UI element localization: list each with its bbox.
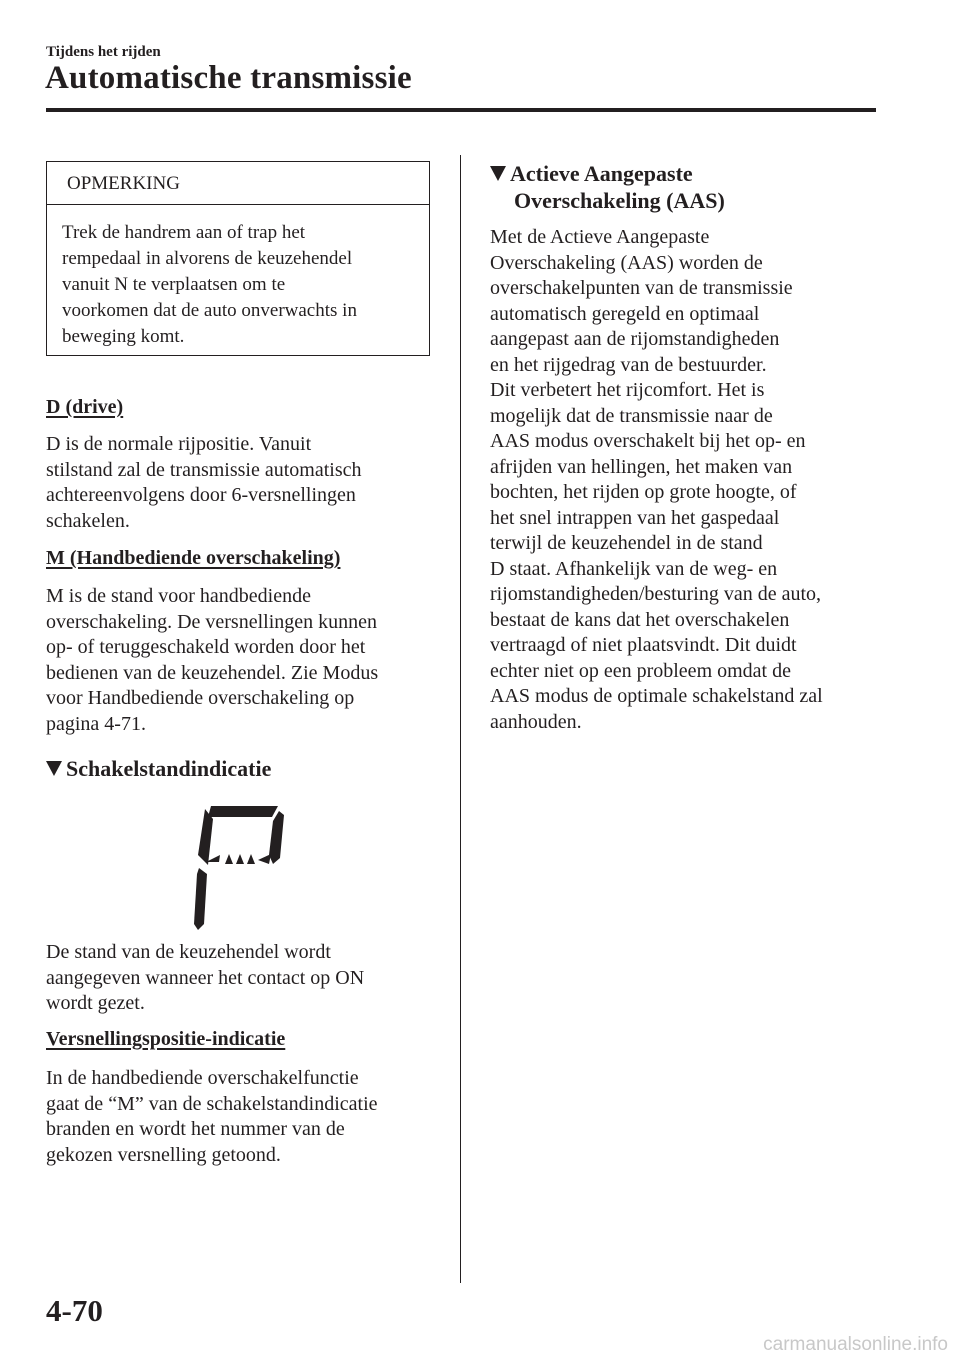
text-line: AAS modus de optimale schakelstand zal [490,685,823,707]
header-rule [46,108,876,112]
text-line: automatisch geregeld en optimaal [490,302,760,325]
note-text [62,220,422,350]
text-line: Met de Actieve Aangepaste [490,226,710,248]
aas-heading-line: Overschakeling (AAS) [514,188,725,213]
gear-position-display-icon [192,802,288,934]
text-line: M is de stand voor handbediende [46,585,311,607]
text-line: voor Handbediende overschakeling op [46,687,355,709]
text-line: rijomstandigheden/besturing van de auto, [490,583,822,605]
text-line: bedienen van de keuzehendel. Zie Modus [46,661,379,684]
section-label: Tijdens het rijden [46,44,161,60]
text-line: overschakelpunten van de transmissie [490,277,793,299]
text-line: bochten, het rijden op grote hoogte, of [490,481,797,503]
text-line: aangepast aan de rijomstandigheden [490,328,780,350]
drive-paragraph [46,432,446,534]
text-line: stilstand zal de transmissie automatisch [46,458,362,481]
text-line: mogelijk dat de transmissie naar de [490,404,773,427]
note-line: beweging komt. [62,326,185,347]
column-divider [460,155,461,1283]
text-line: overschakeling. De versnellingen kunnen [46,610,378,633]
text-line: Overschakeling (AAS) worden de [490,251,763,274]
text-line: gekozen versnelling getoond. [46,1143,281,1166]
text-line: vertraagd of niet plaatsvindt. Dit duidt [490,634,797,656]
note-line: voorkomen dat de auto onverwachts in [62,300,357,321]
text-line: In de handbediende overschakelfunctie [46,1067,359,1089]
text-line: bestaat de kans dat het overschakelen [490,608,790,631]
text-line: terwijl de keuzehendel in de stand [490,532,763,554]
text-line: D is de normale rijpositie. Vanuit [46,433,312,455]
indicator-paragraph [46,940,446,1017]
text-line: pagina 4-71. [46,712,146,735]
gear-indicator-heading: Versnellingspositie-indicatie [46,1028,286,1050]
manual-heading: M (Handbediende overschakeling) [46,547,341,569]
gear-indicator-paragraph [46,1066,446,1168]
text-line: aangegeven wanneer het contact op ON [46,966,365,989]
text-line: en het rijgedrag van de bestuurder. [490,353,767,376]
text-line: D staat. Afhankelijk van de weg- en [490,557,778,580]
note-box [46,161,430,356]
chapter-title: Automatische transmissie [45,60,412,96]
aas-heading-line: Actieve Aangepaste [490,160,725,187]
text-line: afrijden van hellingen, het maken van [490,455,793,478]
text-line: aanhouden. [490,710,582,733]
page-number: 4-70 [46,1293,103,1328]
text-line: branden en wordt het nummer van de [46,1118,345,1140]
drive-heading: D (drive) [46,396,124,418]
text-line: schakelen. [46,509,130,532]
watermark[interactable]: carmanualsonline.info [763,1334,948,1355]
note-divider [47,204,429,205]
text-line: achtereenvolgens door 6-versnellingen [46,484,356,506]
text-line: op- of teruggeschakeld worden door het [46,636,366,658]
text-line: wordt gezet. [46,992,145,1014]
text-line: AAS modus overschakelt bij het op- en [490,430,806,452]
text-line: De stand van de keuzehendel wordt [46,941,331,963]
note-line: rempedaal in alvorens de keuzehendel [62,248,353,269]
indicator-heading [46,755,271,782]
note-line: Trek de handrem aan of trap het [62,222,306,243]
aas-paragraph [490,225,890,735]
triangle-bullet-icon [46,761,62,776]
indicator-heading-text: Schakelstandindicatie [66,756,272,781]
note-line: vanuit N te verplaatsen om te [62,274,286,295]
aas-heading [490,160,725,214]
manual-paragraph [46,584,446,737]
text-line: het snel intrappen van het gaspedaal [490,506,780,529]
text-line: Dit verbetert het rijcomfort. Het is [490,379,765,401]
note-title: OPMERKING [67,173,180,194]
triangle-bullet-icon [490,166,506,181]
text-line: echter niet op een probleem omdat de [490,659,791,682]
text-line: gaat de “M” van de schakelstandindicatie [46,1092,378,1115]
